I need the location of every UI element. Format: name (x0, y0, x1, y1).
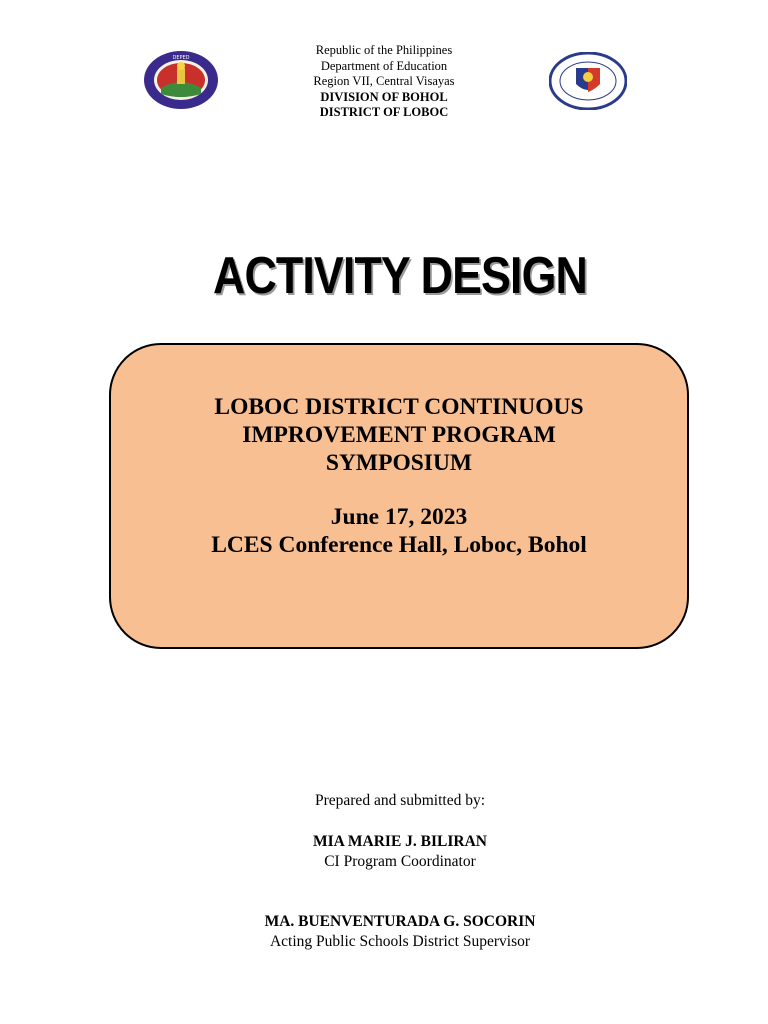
event-title-line-2: IMPROVEMENT PROGRAM (242, 422, 556, 448)
document-title: ACTIVITY DESIGN (213, 247, 587, 305)
supervisor-block (0, 912, 768, 952)
svg-text:DEPED: DEPED (172, 55, 190, 61)
event-venue: LCES Conference Hall, Loboc, Bohol (211, 532, 587, 558)
preparer-name: MIA MARIE J. BILIRAN (313, 833, 487, 850)
region-line: Region VII, Central Visayas (313, 74, 455, 89)
event-date: June 17, 2023 (330, 504, 468, 530)
event-title-line-1: LOBOC DISTRICT CONTINUOUS (214, 394, 584, 420)
letterhead (0, 43, 768, 121)
event-details (111, 503, 687, 559)
district-line: DISTRICT OF LOBOC (319, 105, 449, 120)
deped-seal (549, 52, 627, 110)
prepared-label: Prepared and submitted by: (314, 792, 486, 809)
supervisor-name: MA. BUENVENTURADA G. SOCORIN (264, 913, 536, 930)
preparer-block (0, 832, 768, 872)
preparer-role: CI Program Coordinator (324, 853, 476, 870)
event-title-line-3: SYMPOSIUM (325, 450, 473, 476)
division-line: DIVISION OF BOHOL (320, 89, 448, 104)
country-line: Republic of the Philippines (315, 43, 453, 57)
event-box (109, 343, 689, 649)
department-line: Department of Education (320, 58, 448, 73)
event-title (111, 393, 687, 477)
supervisor-role: Acting Public Schools District Supervisor (269, 933, 531, 950)
